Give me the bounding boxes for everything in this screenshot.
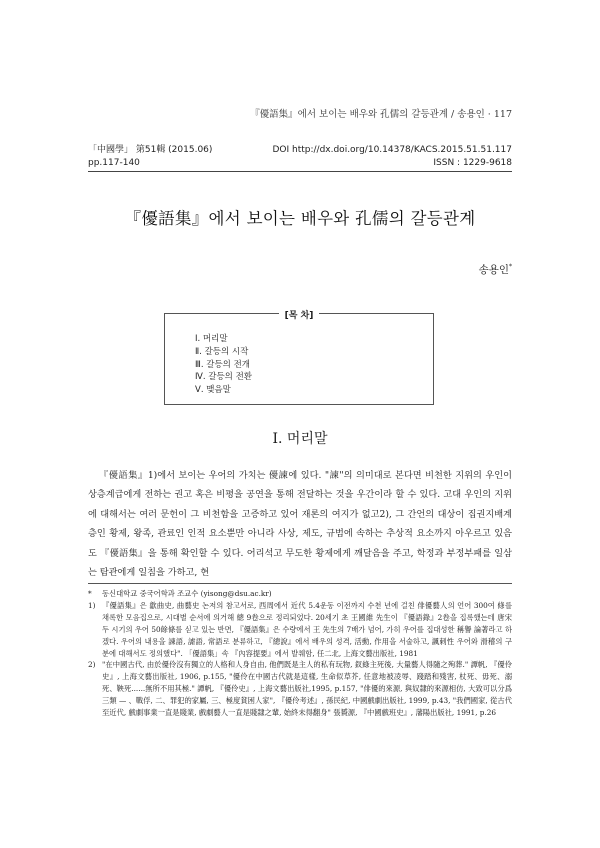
journal-name: 「中國學」 第51輯 (2015.06) <box>88 145 213 155</box>
toc-item[interactable]: Ⅴ. 맺음말 <box>195 385 231 396</box>
footnote-mark: 1) <box>88 600 96 610</box>
footnote-text: "在中國古代, 由於優伶沒有獨立的人格和人身自由, 他們既是主人的私有玩物, 釵綠主死後, 大量藝人得隨之殉葬." 譚帆, 『優伶史』, 上海文藝出版社, 1906, p.155, "優伶在中國古代就是這樣, 生命似草芥, 任意地被凌辱、踐踏和殘害, 杖死、毋死、溺死、鞅死......無所不用其極." 譚帆, 『優伶史』, 上海文藝出版社,1995, p.157, "俳優的來源, 與奴隸的來源相仿, 大致可以分爲三類 — 、戰俘, 二、罪犯的家屬, 三、極度貧困人家", 『優伶考述』, 孫民紀, 中國戲劇出版社, 1999, p.43, "我們國家, 從古代至近代, 戲劇事業一直是賤業, 戲劇藝人一直是賤隸之輩, 始終未得翻身" 張贇源, 『中國戲班史』, 藩陽出版社, 1991, p.26 <box>102 660 512 718</box>
table-of-contents <box>164 313 434 405</box>
issn: ISSN : 1229-9618 <box>433 158 512 168</box>
toc-item[interactable]: Ⅰ. 머리말 <box>195 334 228 344</box>
toc-heading: [목 차] <box>279 311 320 321</box>
footnote-rule <box>88 583 512 584</box>
paper-title: 『優語集』에서 보이는 배우와 孔儒의 갈등관계 <box>124 209 476 228</box>
footnotes <box>88 588 512 719</box>
footnote-mark: * <box>88 589 92 598</box>
toc-item[interactable]: Ⅲ. 갈등의 전개 <box>195 359 251 370</box>
toc-item[interactable]: Ⅳ. 갈등의 전환 <box>195 372 253 383</box>
running-head: 『優語集』에서 보이는 배우와 孔儒의 갈등관계 / 송용인 · 117 <box>250 109 512 120</box>
section-heading: Ⅰ. 머리말 <box>272 431 328 447</box>
footnote-text: 『優語集』은 歙曲史, 曲藝史 논저의 참고서로, 西周에서 近代 5.4운동 이전까지 수천 년에 걸친 俳優藝人의 언어 300여 條를 채록한 모음집으로, 시대별 순서에 의거해 總 9卷으로 정리되었다. 20세기 초 王國維 先生이 『優語錄』2卷을 집록했는데 唐宋 두 시기의 우어 50餘條를 싣고 있는 반면, 『優語集』은 수량에서 王 先生의 7배가 넘어, 가히 우어를 집대성한 稱譽 論著라고 하겠다. 우어의 내용을 諫語, 謔語, 常語로 분류하고, 『總說』에서 배우의 성격, 活動, 作用을 서술하고, 諷刺性 우어와 滑稽의 구분에 대해서도 정의했다". 「優語集」속 『內容提要』에서 발췌함, 任二北, 上海文藝出版社, 1981 <box>102 600 512 658</box>
toc-list <box>195 333 252 397</box>
journal-info <box>88 144 212 170</box>
doi[interactable]: DOI http://dx.doi.org/10.14378/KACS.2015.51.51.117 <box>272 145 512 155</box>
footnote-mark: 2) <box>88 660 96 670</box>
author-mark: * <box>509 263 512 271</box>
journal-pages: pp.117-140 <box>88 158 140 168</box>
author-name: 송용인 <box>478 264 509 276</box>
footnote-1 <box>88 600 512 660</box>
journal-identifiers <box>272 144 512 170</box>
body-text <box>88 466 512 582</box>
toc-item[interactable]: Ⅱ. 갈등의 시작 <box>195 346 249 357</box>
header-rule <box>88 171 512 172</box>
body-paragraph: 『優語集』1)에서 보이는 우어의 가치는 優諫에 있다. "諫"의 의미대로 본다면 비천한 지위의 우인이 상층계급에게 전하는 권고 혹은 비평을 공연을 통해 전달하는 것을 우간이라 할 수 있다. 고대 우인의 지위에 대해서는 여러 문헌이 그 비천함을 고증하고 있어 재론의 여지가 없고2), 그 간언의 대상이 집권지배계층인 황제, 왕족, 관료인 인적 요소뿐만 아니라 사상, 제도, 규범에 속하는 추상적 요소까지 아우르고 있음도 『優語集』을 통해 확인할 수 있다. 어리석고 무도한 황제에게 깨달음을 주고, 학정과 부정부패를 일삼는 탐관에게 일침을 가하고, 현 <box>88 470 512 579</box>
footnote-2 <box>88 659 512 719</box>
footnote-text: 동신대학교 중국어학과 조교수 (yisong@dsu.ac.kr) <box>102 589 272 598</box>
author <box>479 262 512 277</box>
footnote-author <box>88 588 512 600</box>
